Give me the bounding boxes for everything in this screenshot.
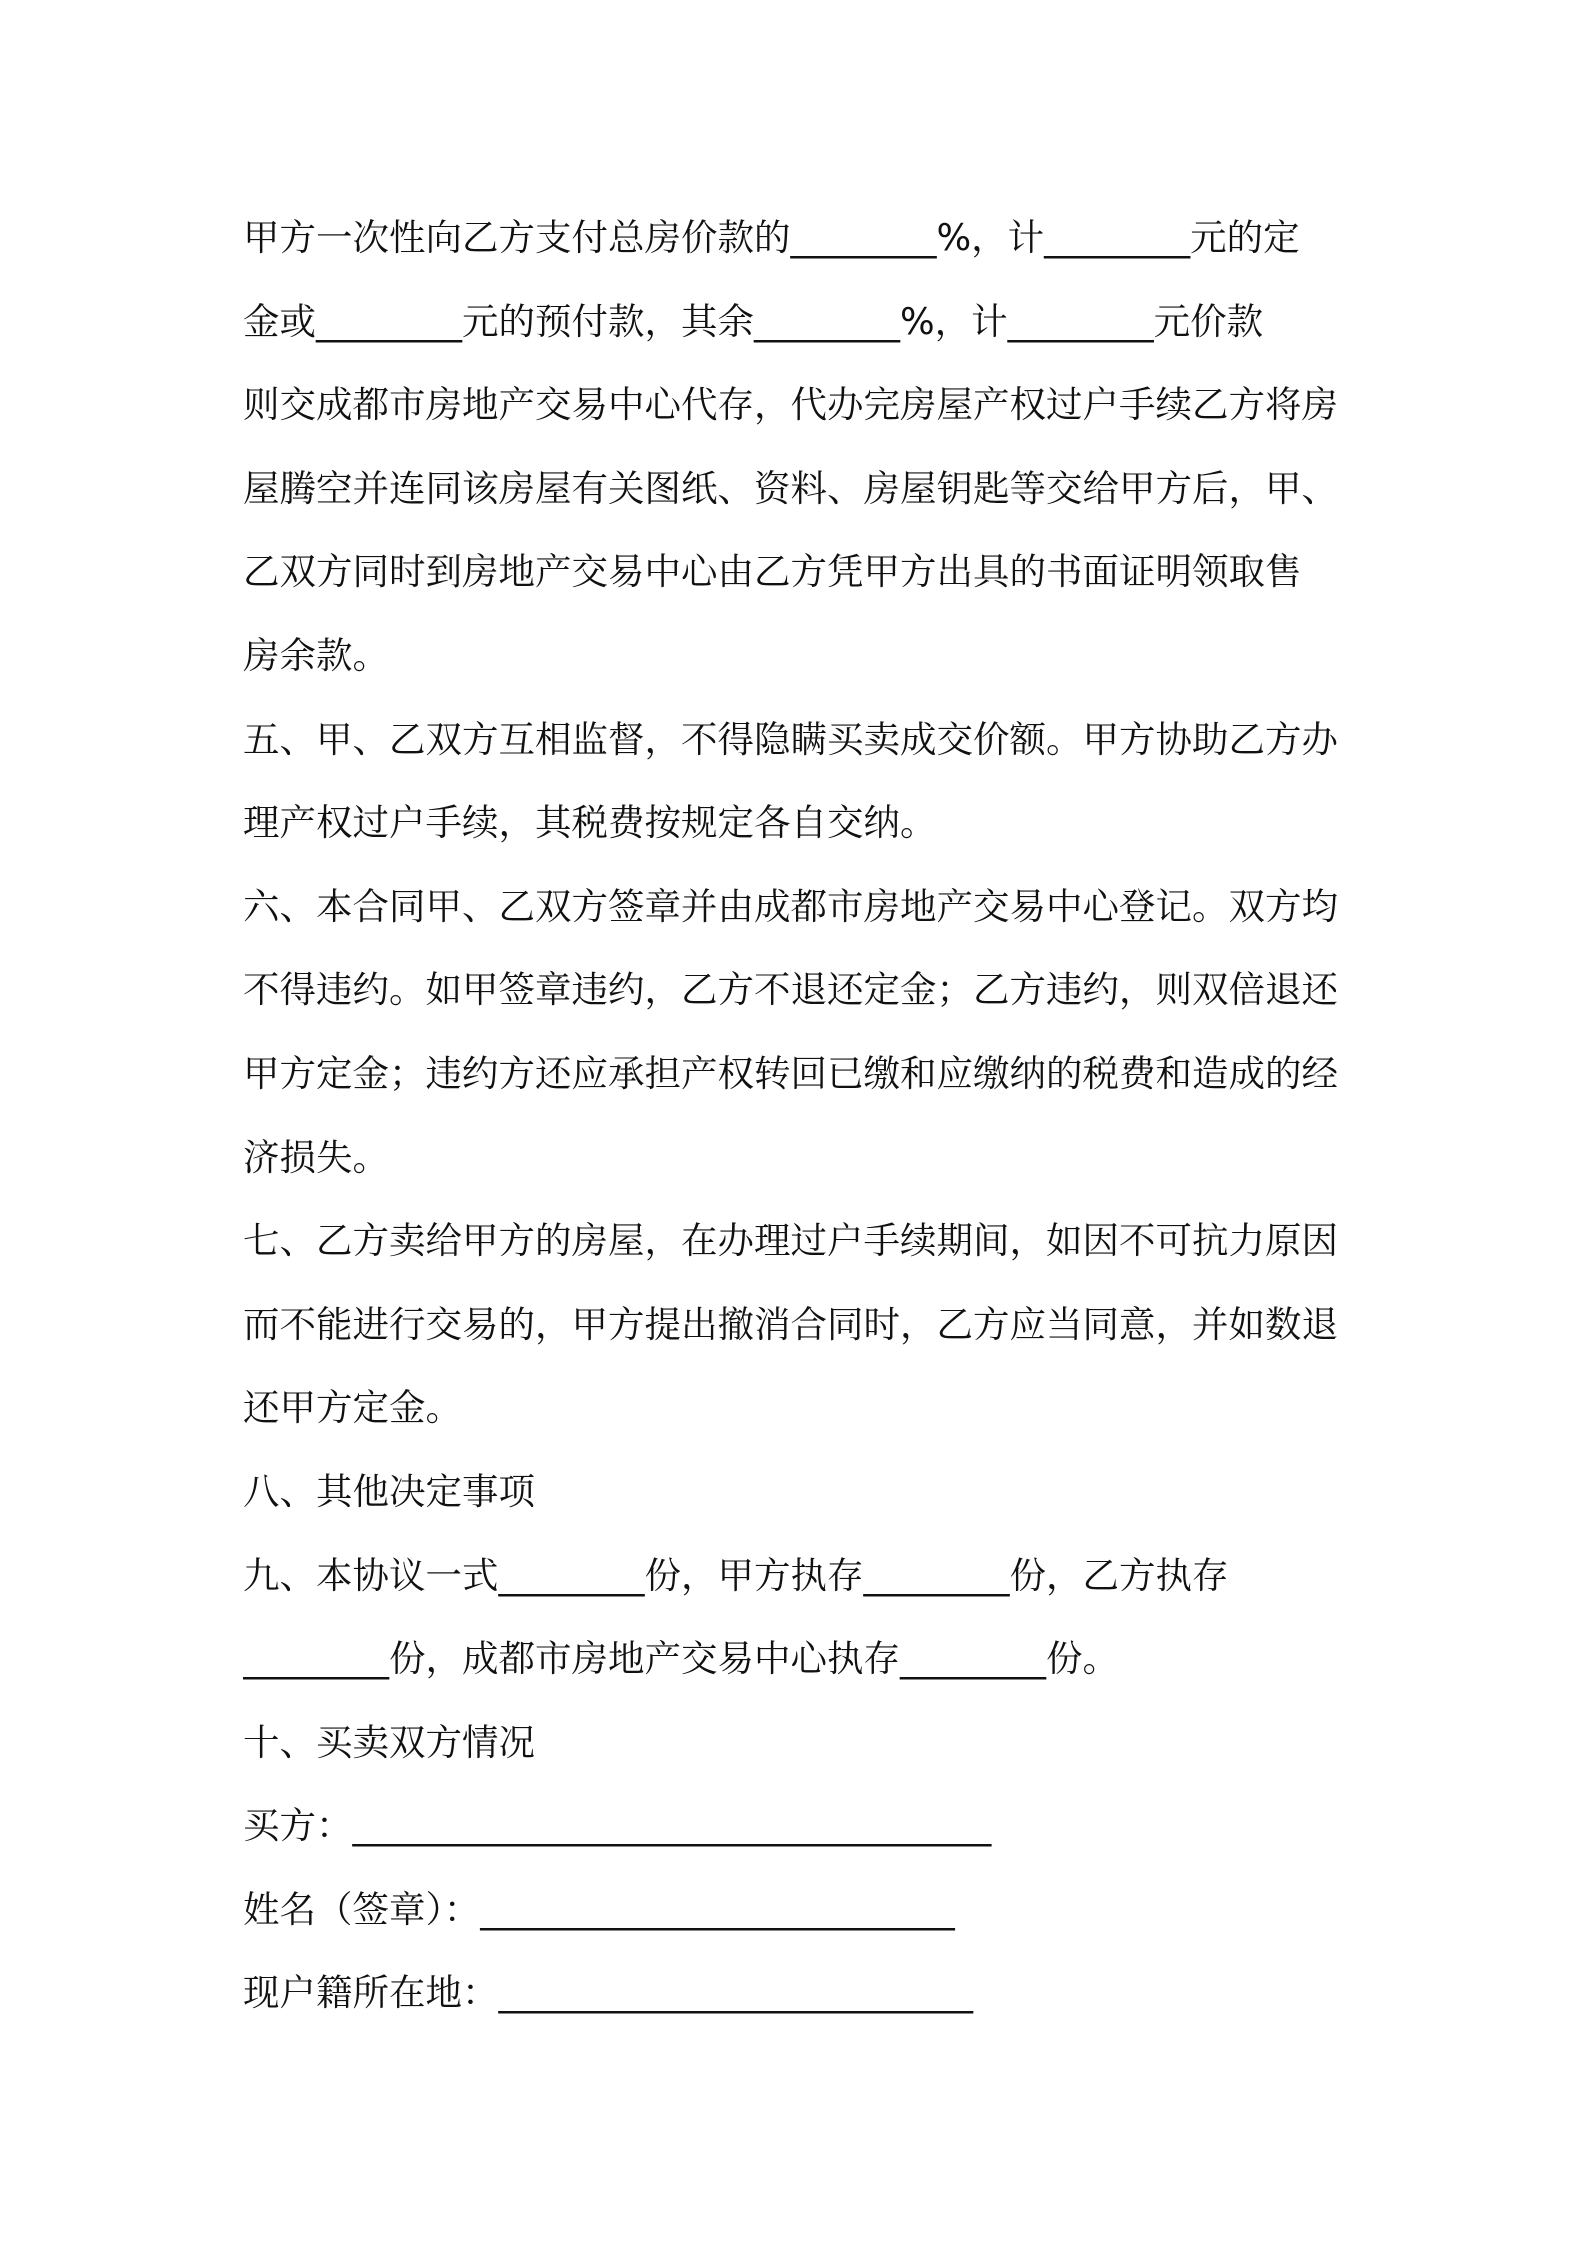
clause-9: 九、本协议一式________份，甲方执存________份，乙方执存: [243, 1553, 1229, 1597]
party-info-fields: [243, 1784, 1363, 2035]
text-line: 甲方定金；违约方还应承担产权转回已缴和应缴纳的税费和造成的经: [243, 1051, 1338, 1095]
text-line: 则交成都市房地产交易中心代存，代办完房屋产权过户手续乙方将房: [243, 383, 1338, 427]
name-signature-field: 姓名（签章）：__________________________: [243, 1887, 955, 1931]
text-line: 乙双方同时到房地产交易中心由乙方凭甲方出具的书面证明领取售: [243, 550, 1302, 594]
text-line: 金或________元的预付款，其余________%，计________元价款: [243, 299, 1264, 343]
clause-5: 五、甲、乙双方互相监督，不得隐瞒买卖成交价额。甲方协助乙方办: [243, 717, 1338, 761]
text-line: 甲方一次性向乙方支付总房价款的________%，计________元的定: [243, 216, 1300, 259]
text-line: 还甲方定金。: [243, 1386, 462, 1430]
buyer-field: 买方：___________________________________: [243, 1804, 992, 1848]
clause-7: 七、乙方卖给甲方的房屋，在办理过户手续期间，如因不可抗力原因: [243, 1219, 1338, 1263]
clause-6: 六、本合同甲、乙双方签章并由成都市房地产交易中心登记。双方均: [243, 884, 1338, 928]
document-body: [243, 196, 1363, 2035]
household-registration-field: 现户籍所在地：__________________________: [243, 1971, 973, 2015]
text-line: ________份，成都市房地产交易中心执存________份。: [243, 1637, 1119, 1681]
text-line: 房余款。: [243, 633, 389, 677]
text-line: 理产权过户手续，其税费按规定各自交纳。: [243, 801, 937, 845]
text-line: 屋腾空并连同该房屋有关图纸、资料、房屋钥匙等交给甲方后，甲、: [243, 466, 1338, 510]
text-line: 而不能进行交易的，甲方提出撤消合同时，乙方应当同意，并如数退: [243, 1302, 1338, 1346]
text-line: 不得违约。如甲签章违约，乙方不退还定金；乙方违约，则双倍退还: [243, 968, 1338, 1012]
clause-8: 八、其他决定事项: [243, 1469, 535, 1513]
text-line: 济损失。: [243, 1135, 389, 1179]
clause-10: 十、买卖双方情况: [243, 1720, 535, 1764]
